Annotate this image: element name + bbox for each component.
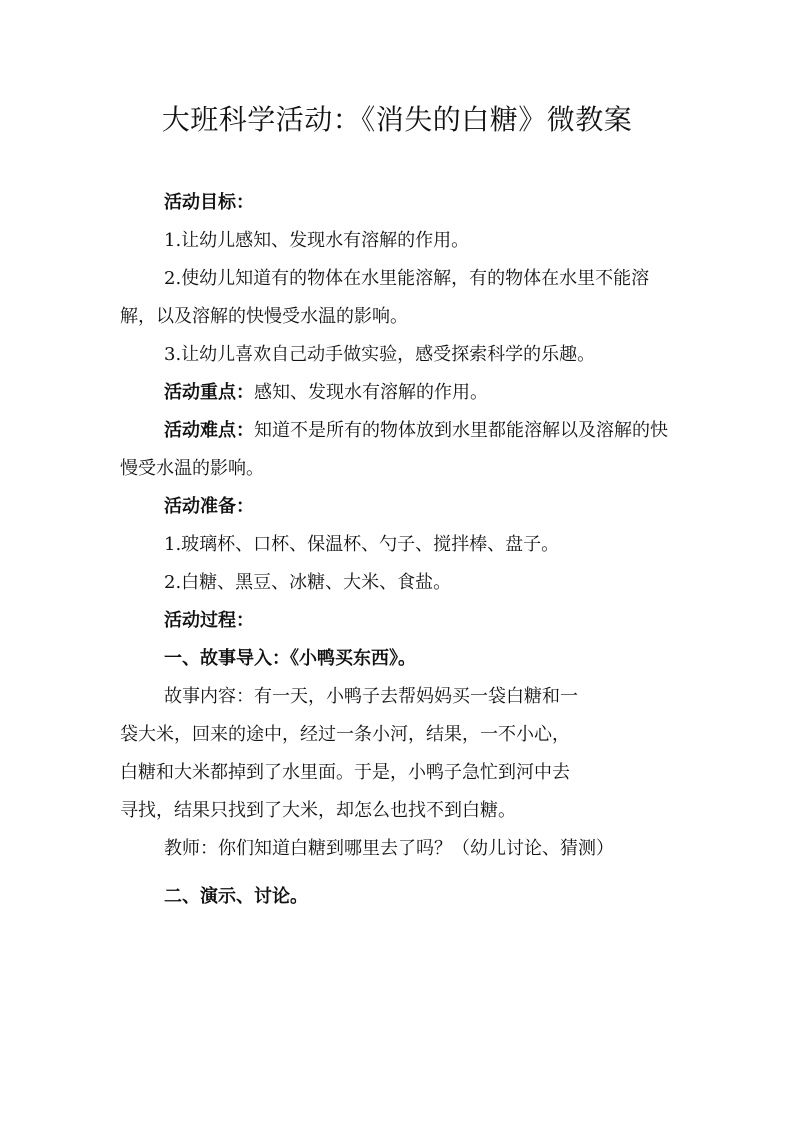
prep-heading: 活动准备：	[164, 496, 254, 517]
key-point-text: 感知、发现水有溶解的作用。	[254, 382, 488, 403]
teacher-question: 教师：你们知道白糖到哪里去了吗？（幼儿讨论、猜测）	[164, 838, 614, 859]
key-point-paragraph	[120, 374, 680, 412]
section-1-title: 一、故事导入：《小鸭买东西》。	[164, 648, 416, 669]
goals-heading: 活动目标：	[164, 192, 254, 213]
prep-item-2: 2.白糖、黑豆、冰糖、大米、食盐。	[164, 572, 452, 593]
difficulty-paragraph	[120, 412, 680, 488]
prep-item-1: 1.玻璃杯、口杯、保温杯、勺子、搅拌棒、盘子。	[164, 534, 560, 555]
section-2-title: 二、演示、讨论。	[164, 886, 308, 907]
difficulty-text: 知道不是所有的物体放到水里都能溶解以及溶解的快慢受水温的影响。	[120, 420, 668, 479]
key-point-label: 活动重点：	[164, 382, 254, 403]
difficulty-label: 活动难点：	[164, 420, 254, 441]
goal-item-1: 1.让幼儿感知、发现水有溶解的作用。	[164, 230, 470, 251]
story-line-3: 白糖和大米都掉到了水里面。于是，小鸭子急忙到河中去	[120, 762, 570, 783]
story-line-1: 故事内容：有一天，小鸭子去帮妈妈买一袋白糖和一	[164, 686, 578, 707]
process-heading: 活动过程：	[164, 610, 254, 631]
story-line-4: 寻找，结果只找到了大米，却怎么也找不到白糖。	[120, 800, 516, 821]
document-body	[120, 184, 680, 916]
goal-item-3: 3.让幼儿喜欢自己动手做实验，感受探索科学的乐趣。	[164, 344, 596, 365]
page-title: 大班科学活动：《消失的白糖》微教案	[161, 103, 633, 136]
goal-item-2: 2.使幼儿知道有的物体在水里能溶解，有的物体在水里不能溶解，以及溶解的快慢受水温的影响。	[120, 268, 650, 327]
section-spacer	[120, 868, 680, 878]
story-line-2: 袋大米，回来的途中，经过一条小河，结果，一不小心，	[120, 724, 570, 745]
